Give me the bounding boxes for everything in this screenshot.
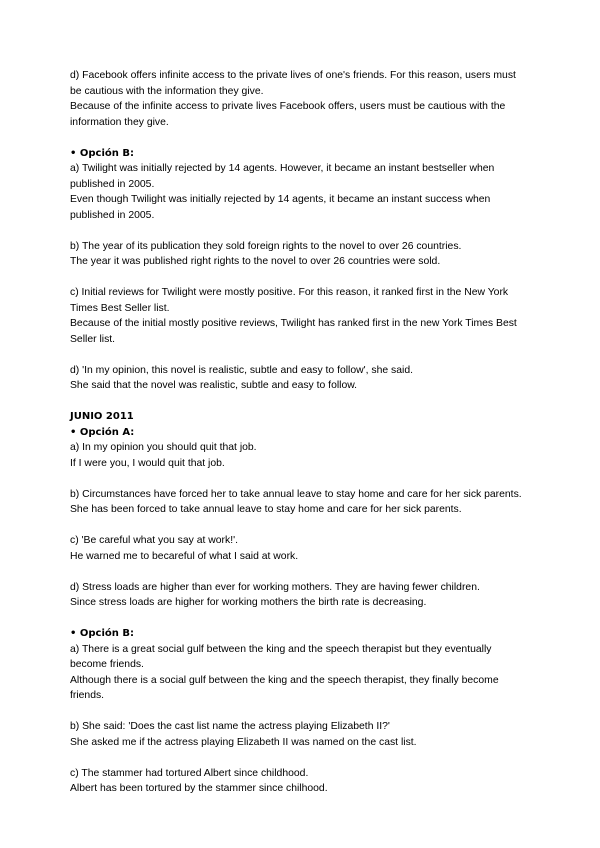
original-sentence: d) Stress loads are higher than ever for working mothers. They are having fewer children. (70, 581, 480, 593)
rewritten-sentence: The year it was published right rights to the novel to over 26 countries were sold. (70, 256, 441, 267)
original-sentence: a) There is a great social gulf between the king and the speech therapist but they eventually become friends. (70, 643, 492, 670)
exercise-junio-b-c (70, 766, 530, 797)
original-sentence: c) The stammer had tortured Albert since childhood. (70, 767, 309, 779)
original-sentence: c) Initial reviews for Twilight were mostly positive. For this reason, it ranked first in the New York Times Best Seller list. (70, 287, 509, 314)
exercise-twilight-a (70, 161, 530, 223)
exercise-junio-b-b (70, 719, 530, 750)
exercise-twilight-c (70, 285, 530, 347)
rewritten-sentence: Because of the initial mostly positive reviews, Twilight has ranked first in the new York Times Best Seller list. (70, 318, 517, 345)
rewritten-sentence: Although there is a social gulf between the king and the speech therapist, they finally become friends. (70, 674, 499, 701)
exercise-junio-a-a (70, 440, 530, 471)
rewritten-sentence: Even though Twilight was initially rejected by 14 agents, it became an instant success when published in 2005. (70, 194, 491, 221)
rewritten-sentence: She said that the novel was realistic, subtle and easy to follow. (70, 380, 358, 391)
original-sentence: b) The year of its publication they sold foreign rights to the novel to over 26 countries. (70, 240, 462, 252)
rewritten-sentence: She asked me if the actress playing Elizabeth II was named on the cast list. (70, 736, 417, 748)
junio-2011-section-header (70, 409, 530, 440)
exercise-junio-a-b (70, 487, 530, 518)
rewritten-sentence: She has been forced to take annual leave to stay home and care for her sick parents. (70, 504, 462, 515)
exercise-junio-a-d (70, 580, 530, 611)
opcion-a-heading: • Opción A: (70, 426, 135, 438)
rewritten-sentence: If I were you, I would quit that job. (70, 457, 225, 469)
original-sentence: a) In my opinion you should quit that job. (70, 442, 257, 453)
opcion-b-heading-block (70, 146, 530, 162)
opcion-b-heading: • Opción B: (70, 147, 134, 159)
exercise-junio-a-c (70, 533, 530, 564)
original-sentence: c) 'Be careful what you say at work!'. (70, 535, 238, 546)
exercise-twilight-b (70, 239, 530, 270)
opcion-b-2011-heading-block (70, 626, 530, 642)
exercise-facebook (70, 68, 530, 130)
opcion-b-heading: • Opción B: (70, 628, 134, 639)
original-sentence: a) Twilight was initially rejected by 14 agents. However, it became an instant bestseller when published in 2005. (70, 163, 495, 190)
original-sentence: d) Facebook offers infinite access to the private lives of one's friends. For this reason, users must be cautious with the information they give. (70, 70, 516, 97)
original-sentence: d) 'In my opinion, this novel is realistic, subtle and easy to follow', she said. (70, 364, 413, 376)
original-sentence: b) Circumstances have forced her to take annual leave to stay home and care for her sick parents. (70, 488, 522, 500)
original-sentence: b) She said: 'Does the cast list name the actress playing Elizabeth II?' (70, 721, 390, 732)
exercise-twilight-d (70, 363, 530, 394)
exercise-junio-b-a (70, 642, 530, 704)
rewritten-sentence: He warned me to becareful of what I said at work. (70, 550, 299, 562)
section-title: JUNIO 2011 (70, 411, 134, 422)
rewritten-sentence: Albert has been tortured by the stammer since chilhood. (70, 783, 328, 794)
rewritten-sentence: Because of the infinite access to private lives Facebook offers, users must be cautious with the information they give. (70, 101, 506, 128)
rewritten-sentence: Since stress loads are higher for working mothers the birth rate is decreasing. (70, 597, 427, 608)
